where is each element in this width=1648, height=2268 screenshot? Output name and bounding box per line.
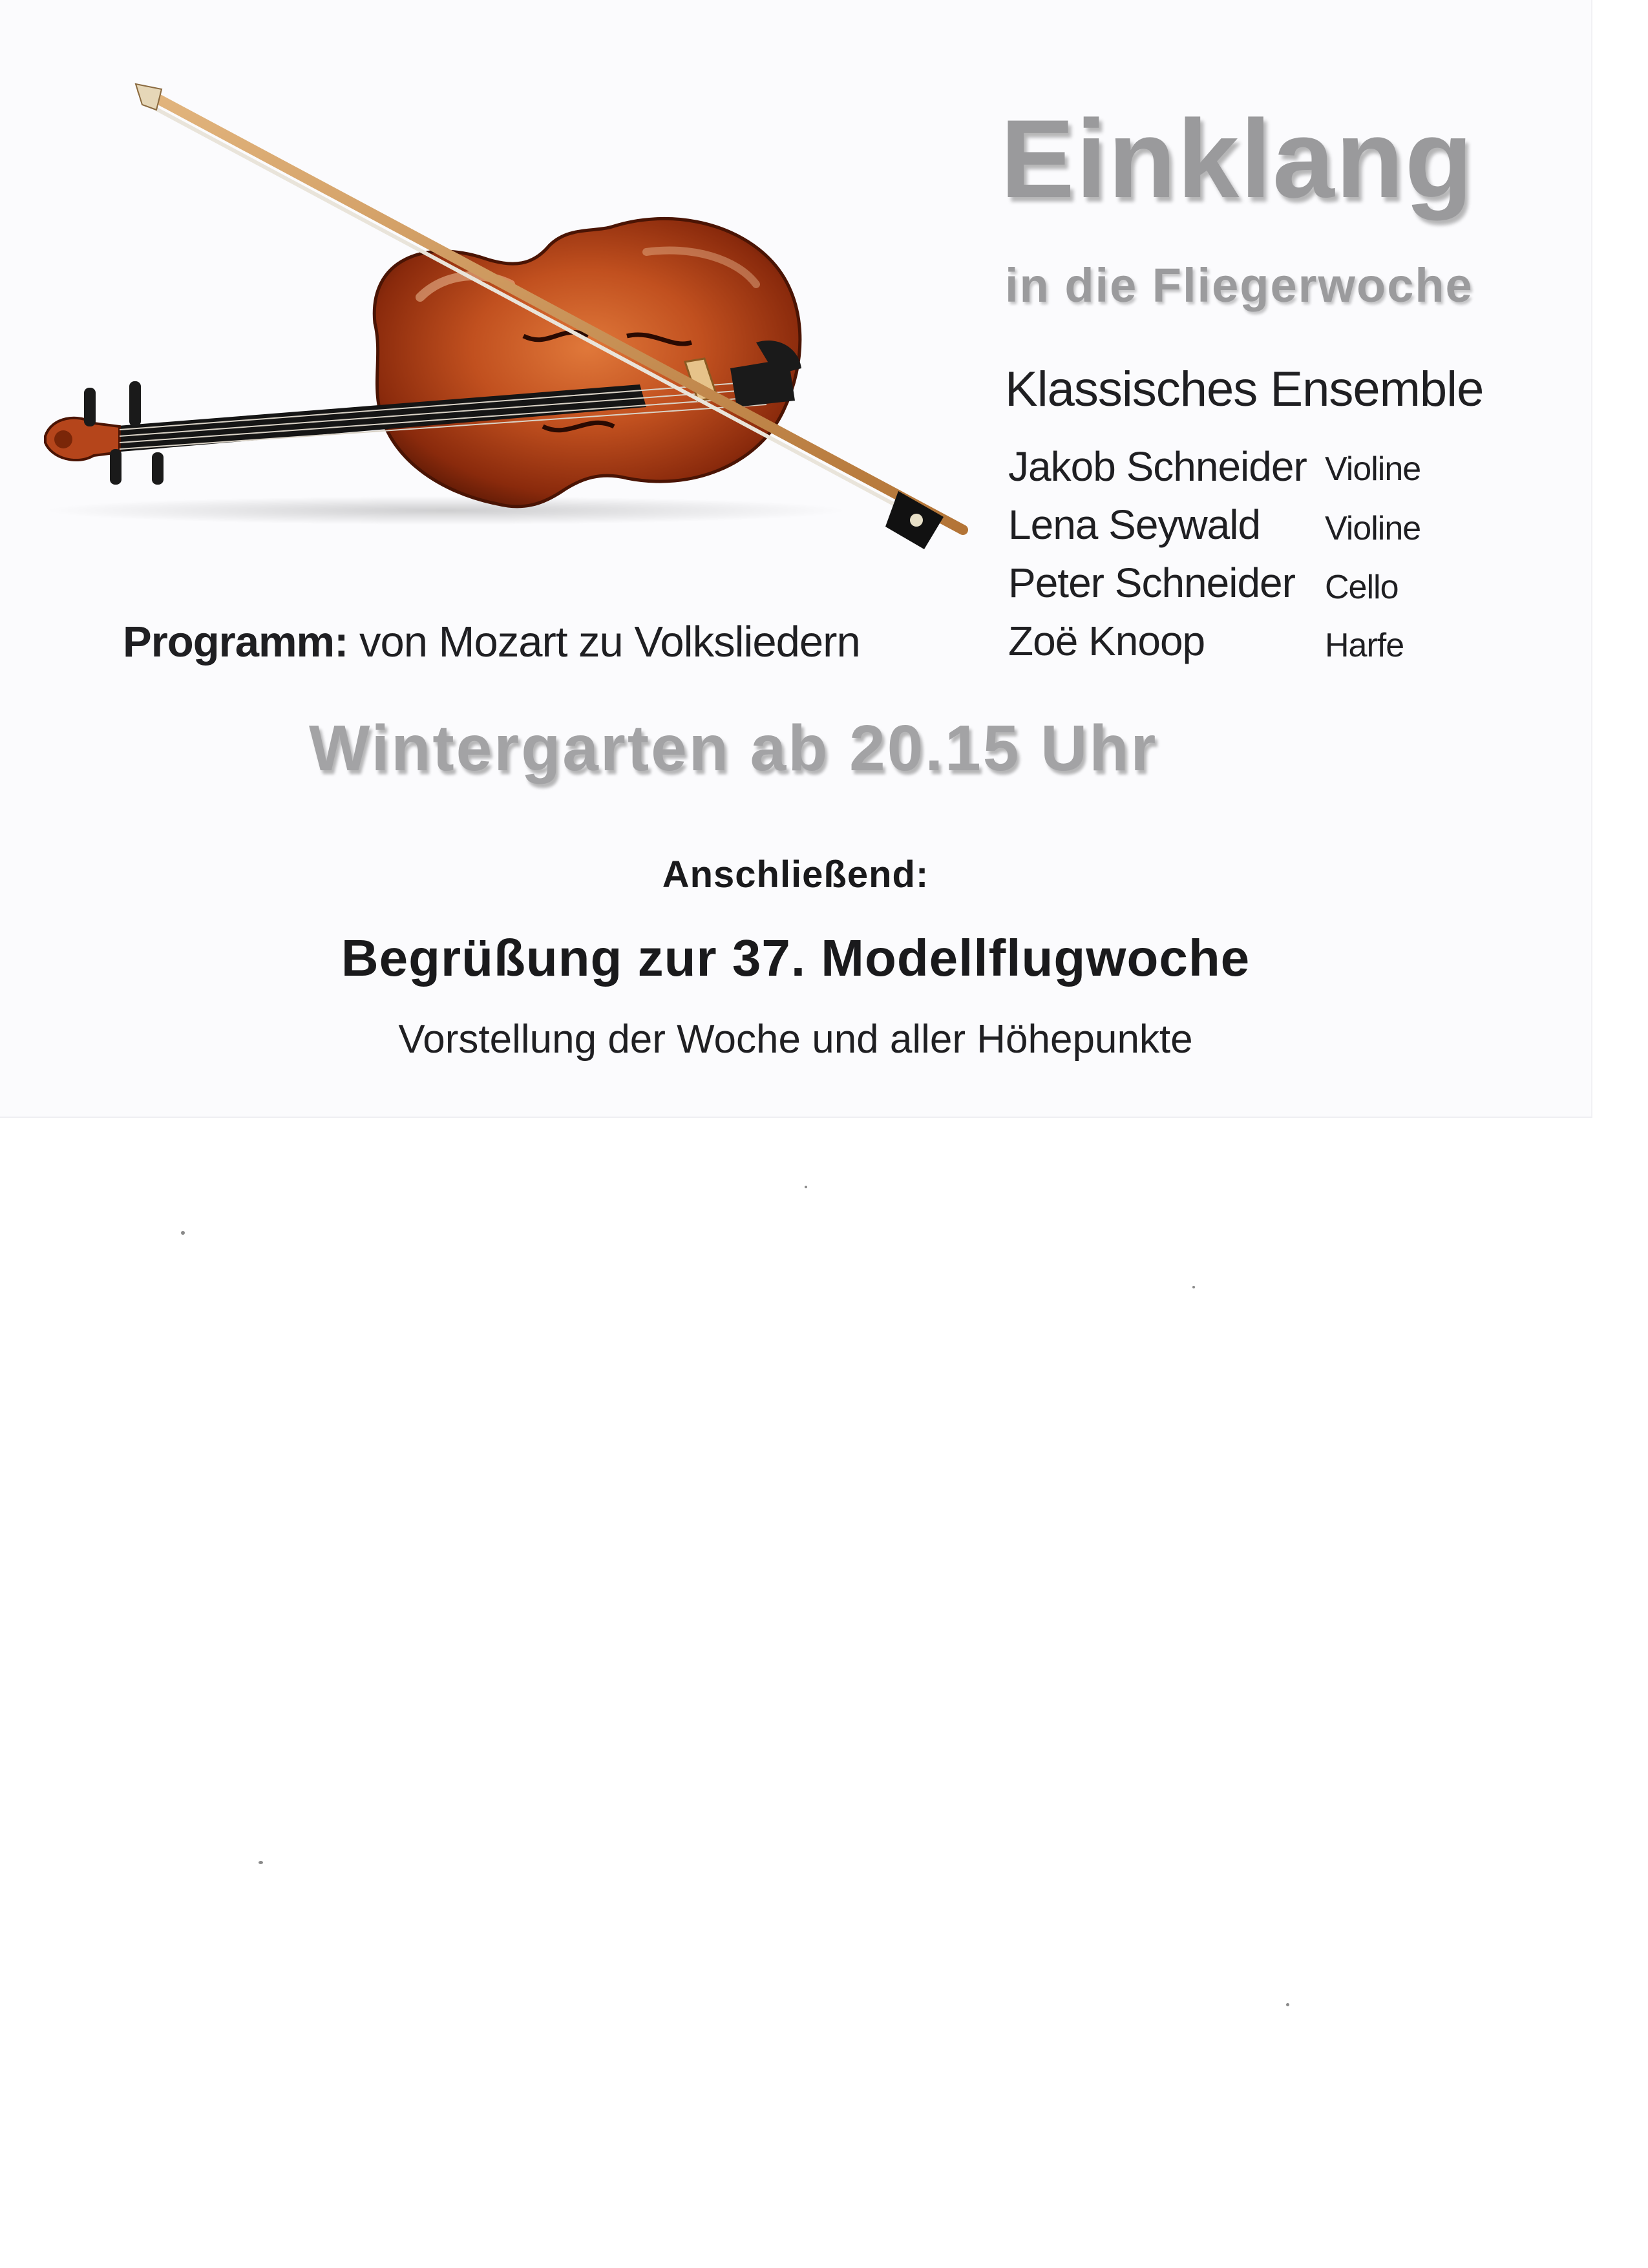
member-instrument: Cello [1325,569,1399,606]
violin-illustration [32,65,969,569]
program-text: von Mozart zu Volksliedern [348,618,860,666]
greeting-heading: Begrüßung zur 37. Modellflugwoche [341,929,1251,987]
member-name: Peter Schneider [1008,560,1295,606]
member-instrument: Violine [1325,510,1421,547]
member-name: Lena Seywald [1008,501,1261,548]
flyer-title: Einklang [1000,97,1474,221]
intro-text: Vorstellung der Woche und aller Höhepunkte [398,1017,1193,1062]
member-instrument: Harfe [1325,627,1404,664]
scan-speck [805,1186,807,1188]
concert-flyer [0,0,1592,1118]
member-name: Jakob Schneider [1008,443,1307,490]
ensemble-heading: Klassisches Ensemble [1005,362,1484,417]
member-name: Zoë Knoop [1008,618,1205,664]
scan-speck [181,1231,185,1235]
scan-speck [259,1861,263,1864]
program-line [123,620,860,664]
after-label: Anschließend: [662,854,929,896]
member-instrument: Violine [1325,450,1421,488]
venue-time: Wintergarten ab 20.15 Uhr [309,712,1158,784]
scan-speck [1192,1286,1195,1288]
program-label: Programm: [123,618,348,666]
flyer-subtitle: in die Fliegerwoche [1005,258,1474,312]
scan-speck [1286,2003,1289,2006]
